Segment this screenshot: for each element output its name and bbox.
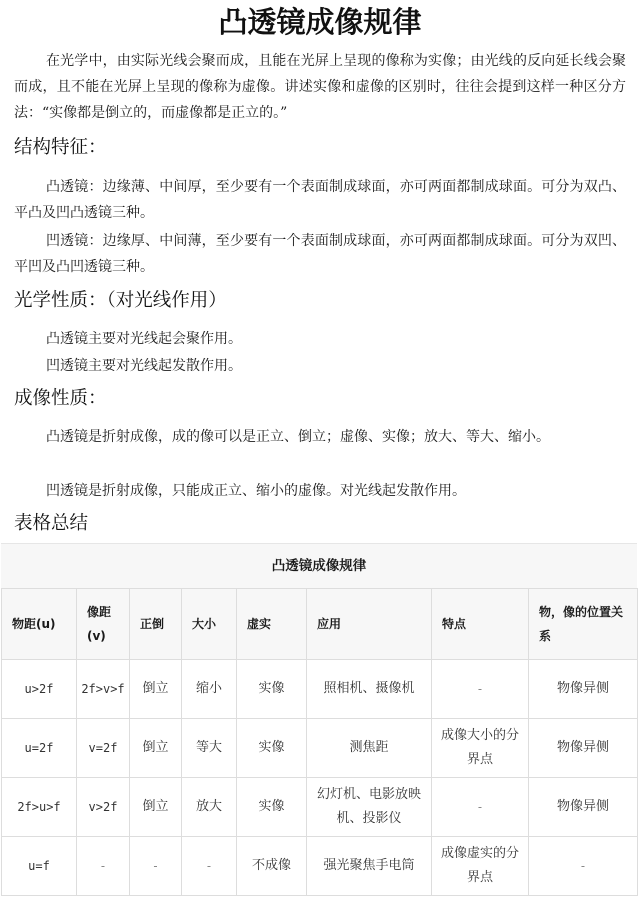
table-cell: 物像异侧 — [529, 719, 638, 778]
table-cell: 实像 — [237, 660, 307, 719]
col-header: 应用 — [307, 589, 432, 660]
col-header: 像距(v) — [77, 589, 130, 660]
optics-convex: 凸透镜主要对光线起会聚作用。 — [46, 331, 242, 347]
summary-table — [1, 588, 638, 896]
table-cell: u=f — [2, 837, 77, 896]
col-header: 物，像的位置关系 — [529, 589, 638, 660]
table-cell: 测焦距 — [307, 719, 432, 778]
table-cell: u>2f — [2, 660, 77, 719]
table-row — [2, 719, 638, 778]
table-cell: 不成像 — [237, 837, 307, 896]
optics-heading: 光学性质：（对光线作用） — [14, 290, 227, 311]
table-cell: v>2f — [77, 778, 130, 837]
table-row — [2, 837, 638, 896]
table-title: 凸透镜成像规律 — [1, 543, 637, 588]
structure-heading: 结构特征： — [14, 137, 107, 158]
table-cell: 2f>u>f — [2, 778, 77, 837]
table-cell: u=2f — [2, 719, 77, 778]
table-cell: 缩小 — [182, 660, 237, 719]
table-cell: - — [182, 837, 237, 896]
table-cell: 倒立 — [130, 719, 182, 778]
table-cell: 成像大小的分界点 — [432, 719, 529, 778]
table-cell: 倒立 — [130, 660, 182, 719]
col-header: 正倒 — [130, 589, 182, 660]
table-cell: 实像 — [237, 719, 307, 778]
table-cell: 强光聚焦手电筒 — [307, 837, 432, 896]
col-header: 大小 — [182, 589, 237, 660]
imaging-convex: 凸透镜是折射成像，成的像可以是正立、倒立；虚像、实像；放大、等大、缩小。 — [46, 429, 550, 445]
col-header: 特点 — [432, 589, 529, 660]
structure-convex: 凸透镜：边缘薄、中间厚，至少要有一个表面制成球面，亦可两面都制成球面。可分为双凸、平凸及凹凸透镜三种。 — [14, 179, 626, 221]
table-cell: 放大 — [182, 778, 237, 837]
table-cell: 物像异侧 — [529, 778, 638, 837]
table-cell: v=2f — [77, 719, 130, 778]
table-header-row — [2, 589, 638, 660]
table-cell: 物像异侧 — [529, 660, 638, 719]
table-cell: - — [130, 837, 182, 896]
summary-table-wrapper — [1, 543, 637, 896]
table-cell: - — [77, 837, 130, 896]
table-cell: 2f>v>f — [77, 660, 130, 719]
page-title: 凸透镜成像规律 — [218, 5, 422, 39]
table-cell: - — [529, 837, 638, 896]
table-row — [2, 778, 638, 837]
table-cell: 幻灯机、电影放映机、投影仪 — [307, 778, 432, 837]
table-cell: - — [432, 778, 529, 837]
table-heading: 表格总结 — [14, 513, 89, 534]
table-cell: 等大 — [182, 719, 237, 778]
table-cell: - — [432, 660, 529, 719]
col-header: 虚实 — [237, 589, 307, 660]
col-header: 物距(u) — [2, 589, 77, 660]
table-cell: 成像虚实的分界点 — [432, 837, 529, 896]
intro-paragraph: 在光学中，由实际光线会聚而成，且能在光屏上呈现的像称为实像；由光线的反向延长线会聚而成，且不能在光屏上呈现的像称为虚像。讲述实像和虚像的区别时，往往会提到这样一种区分方法：“实像都是倒立的，而虚像都是正立的。” — [14, 53, 626, 121]
table-cell: 照相机、摄像机 — [307, 660, 432, 719]
imaging-concave: 凹透镜是折射成像，只能成正立、缩小的虚像。对光线起发散作用。 — [46, 483, 466, 499]
optics-concave: 凹透镜主要对光线起发散作用。 — [46, 358, 242, 374]
structure-concave: 凹透镜：边缘厚、中间薄，至少要有一个表面制成球面，亦可两面都制成球面。可分为双凹、平凹及凸凹透镜三种。 — [14, 233, 626, 275]
table-cell: 实像 — [237, 778, 307, 837]
table-row — [2, 660, 638, 719]
table-cell: 倒立 — [130, 778, 182, 837]
imaging-heading: 成像性质： — [14, 388, 107, 409]
